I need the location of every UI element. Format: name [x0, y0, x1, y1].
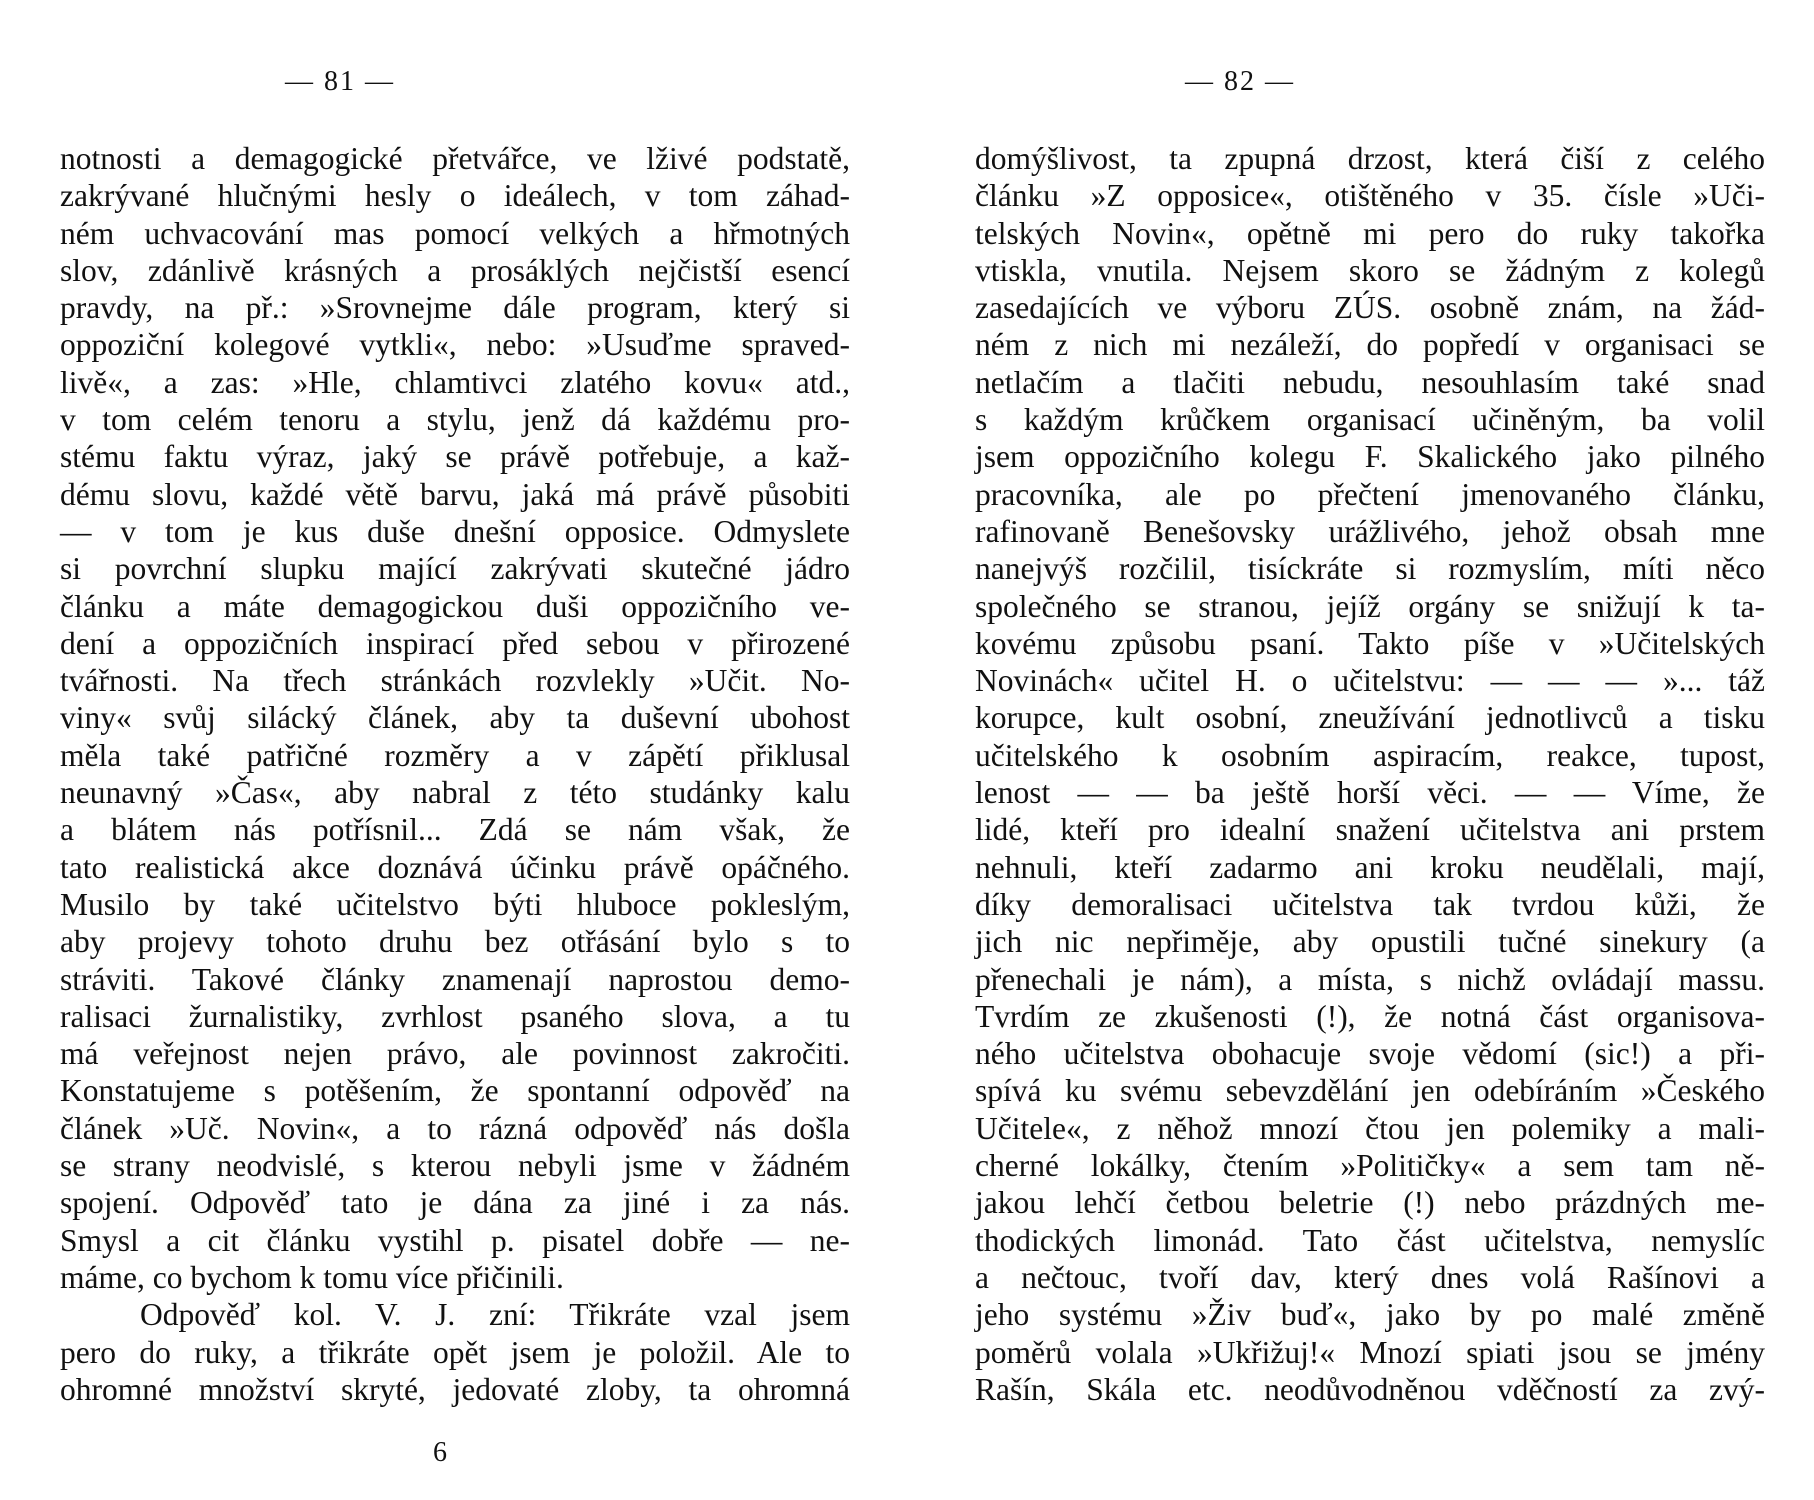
text-line: jakou lehčí četbou beletrie (!) nebo prázdných me- [975, 1185, 1765, 1221]
text-line: cherné lokálky, čtením »Političky« a sem tam ně- [975, 1148, 1765, 1184]
text-line: článek »Uč. Novin«, a to rázná odpověď nás došla [60, 1110, 850, 1146]
text-line: nehnuli, kteří zadarmo ani kroku neudělali, mají, [975, 849, 1765, 885]
text-line: neunavný »Čas«, aby nabral z této studánky kalu [60, 775, 850, 811]
text-line: se strany neodvislé, s kterou nebyli jsme v žádném [60, 1148, 850, 1184]
text-line: jeho systému »Živ buď«, jako by po malé změně [975, 1297, 1765, 1333]
text-line: učitelského k osobním aspiracím, reakce, tupost, [975, 737, 1765, 773]
text-line: rafinovaně Benešovsky urážlivého, jehož obsah mne [975, 513, 1765, 549]
text-line: Novinách« učitel H. o učitelstvu: — — — »... táž [975, 663, 1765, 699]
text-line: měla také patřičné rozměry a v zápětí přiklusal [60, 737, 850, 773]
text-line: díky demoralisaci učitelstva tak tvrdou kůži, že [975, 886, 1765, 922]
text-line: s každým krůčkem organisací učiněným, ba volil [975, 402, 1765, 438]
text-line: Musilo by také učitelstvo býti hluboce pokleslým, [60, 886, 850, 922]
text-line: stráviti. Takové články znamenají naprostou demo- [60, 961, 850, 997]
text-line: pravdy, na př.: »Srovnejme dále program, který si [60, 290, 850, 326]
page-number-left: — 81 — [285, 66, 395, 97]
text-line: aby projevy tohoto druhu bez otřásání bylo s to [60, 924, 850, 960]
text-line: jsem oppozičního kolegu F. Skalického jako pilného [975, 439, 1765, 475]
text-line: telských Novin«, opětně mi pero do ruky takořka [975, 215, 1765, 251]
text-line: ného učitelstva obohacuje svoje vědomí (sic!) a při- [975, 1036, 1765, 1072]
text-line: si povrchní slupku mající zakrývati skutečné jádro [60, 551, 850, 587]
text-line: ohromné množství skryté, jedovaté zloby, ta ohromná [60, 1371, 850, 1407]
text-line: lenost — — ba ještě horší věci. — — Víme, že [975, 775, 1765, 811]
text-line: ném uchvacování mas pomocí velkých a hřmotných [60, 215, 850, 251]
text-line: viny« svůj silácký článek, aby ta duševní ubohost [60, 700, 850, 736]
text-line: Rašín, Skála etc. neodůvodněnou vděčností za zvý- [975, 1371, 1765, 1407]
text-line: máme, co bychom k tomu více přičinili. [60, 1259, 564, 1295]
text-line: tvářnosti. Na třech stránkách rozvlekly »Učit. No- [60, 663, 850, 699]
text-line: a blátem nás potřísnil... Zdá se nám však, že [60, 812, 850, 848]
text-line: článku »Z opposice«, otištěného v 35. čísle »Uči- [975, 178, 1765, 214]
text-line: Učitele«, z něhož mnozí čtou jen polemiky a mali- [975, 1110, 1765, 1146]
text-line: notnosti a demagogické přetvářce, ve lživé podstatě, [60, 141, 850, 176]
text-line: v tom celém tenoru a stylu, jenž dá každému pro- [60, 402, 850, 438]
text-line: stému faktu výraz, jaký se právě potřebuje, a kaž- [60, 439, 850, 475]
text-line: Smysl a cit článku vystihl p. pisatel dobře — ne- [60, 1222, 850, 1258]
text-line: pero do ruky, a třikráte opět jsem je položil. Ale to [60, 1334, 850, 1370]
text-line: zakrývané hlučnými hesly o ideálech, v tom záhad- [60, 178, 850, 214]
text-line: Tvrdím ze zkušenosti (!), že notná část organisova- [975, 998, 1765, 1034]
text-line: tato realistická akce doznává účinku právě opáčného. [60, 849, 850, 885]
text-line: článku a máte demagogickou duši oppozičního ve- [60, 588, 850, 624]
text-line: a nečtouc, tvoří dav, který dnes volá Rašínovi a [975, 1259, 1765, 1295]
page-number-right: — 82 — [1185, 66, 1295, 97]
text-line: spívá ku svému sebevzdělání jen odebíráním »Českého [975, 1073, 1765, 1109]
text-line: jich nic nepřiměje, aby opustili tučné sinekury (a [975, 924, 1765, 960]
text-line: livě«, a zas: »Hle, chlamtivci zlatého kovu« atd., [60, 364, 850, 400]
text-line: — v tom je kus duše dnešní opposice. Odmyslete [60, 513, 850, 549]
text-line: Konstatujeme s potěšením, že spontanní odpověď na [60, 1073, 850, 1109]
text-line: zasedajících ve výboru ZÚS. osobně znám, na žád- [975, 290, 1765, 326]
right-text-block [975, 140, 1765, 1408]
text-line: slov, zdánlivě krásných a prosáklých nejčistší esencí [60, 252, 850, 288]
text-line: kovému způsobu psaní. Takto píše v »Učitelských [975, 625, 1765, 661]
right-page [975, 0, 1765, 1500]
text-line: netlačím a tlačiti nebudu, nesouhlasím také snad [975, 364, 1765, 400]
text-line: ném z nich mi nezáleží, do popředí v organisaci se [975, 327, 1765, 363]
text-line: lidé, kteří pro idealní snažení učitelstva ani prstem [975, 812, 1765, 848]
signature-mark: 6 [433, 1437, 447, 1468]
text-line: dému slovu, každé větě barvu, jaká má právě působiti [60, 476, 850, 512]
left-text-block [60, 140, 850, 1408]
text-line: společného se stranou, jejíž orgány se snižují k ta- [975, 588, 1765, 624]
text-line: spojení. Odpověď tato je dána za jiné i za nás. [60, 1185, 850, 1221]
text-line: vtiskla, vnutila. Nejsem skoro se žádným z kolegů [975, 252, 1765, 288]
text-line: domýšlivost, ta zpupná drzost, která čiší z celého [975, 141, 1765, 176]
left-page [60, 0, 850, 1500]
text-line: thodických limonád. Tato část učitelstva, nemyslíc [975, 1222, 1765, 1258]
text-line: poměrů volala »Ukřižuj!« Mnozí spiati jsou se jmény [975, 1334, 1765, 1370]
text-line: přenechali je nám), a místa, s nichž ovládají massu. [975, 961, 1765, 997]
text-line: ralisaci žurnalistiky, zvrhlost psaného slova, a tu [60, 998, 850, 1034]
text-line: oppoziční kolegové vytkli«, nebo: »Usuďme spraved- [60, 327, 850, 363]
text-line: dení a oppozičních inspirací před sebou v přirozené [60, 625, 850, 661]
text-line: nanejvýš rozčilil, tisíckráte si rozmyslím, míti něco [975, 551, 1765, 587]
text-line: má veřejnost nejen právo, ale povinnost zakročiti. [60, 1036, 850, 1072]
text-line: korupce, kult osobní, zneužívání jednotlivců a tisku [975, 700, 1765, 736]
text-line: Odpověď kol. V. J. zní: Třikráte vzal jsem [140, 1297, 850, 1333]
text-line: pracovníka, ale po přečtení jmenovaného článku, [975, 476, 1765, 512]
